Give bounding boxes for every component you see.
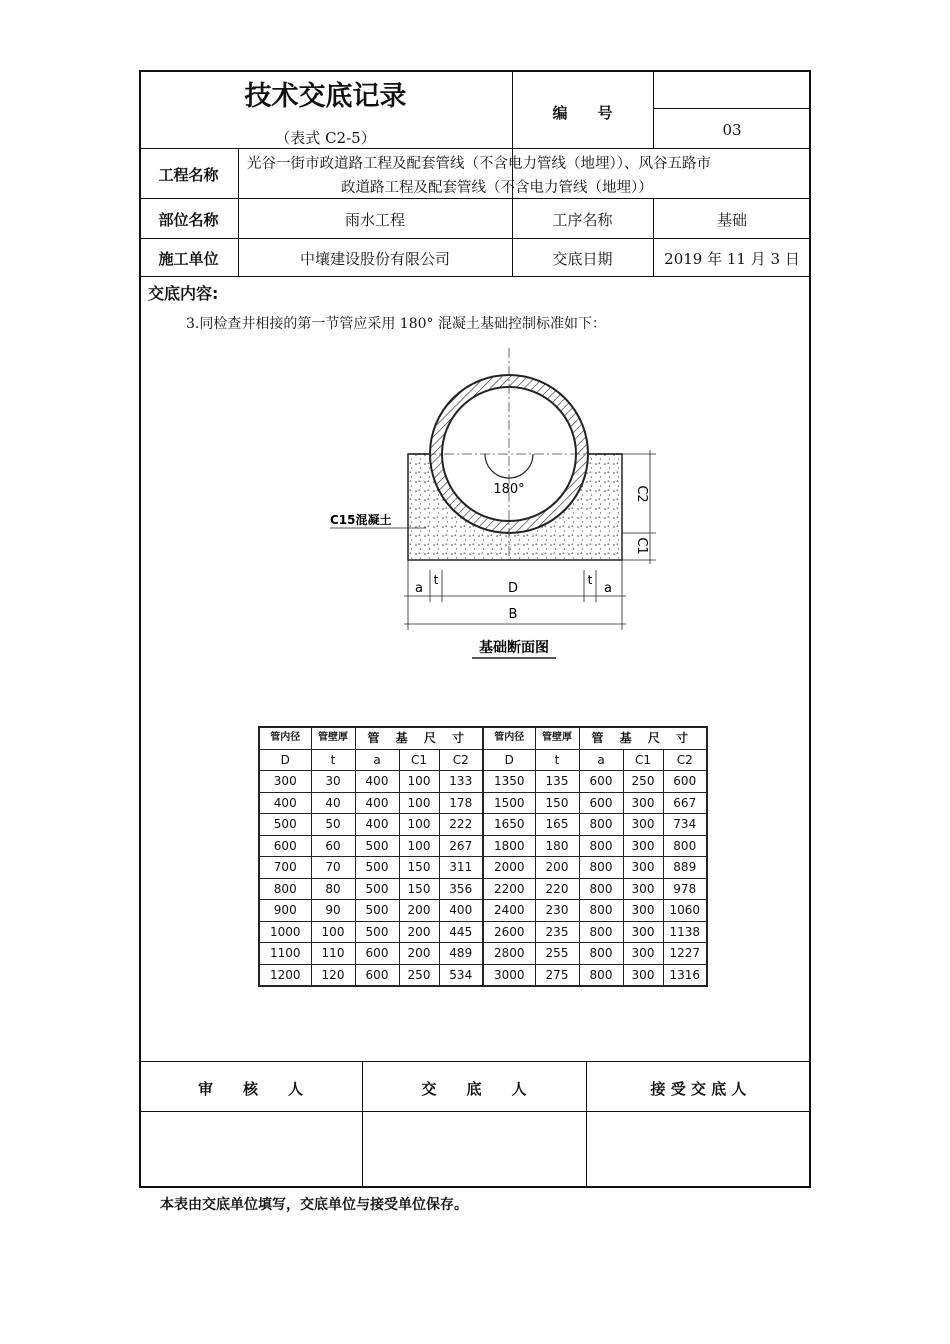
table-cell: 800 [579,814,623,836]
table-cell: 300 [623,900,663,922]
content-paragraph: 3.同检查井相接的第一节管应采用 180° 混凝土基础控制标准如下： [186,316,606,332]
sub-C2: C2 [663,749,707,771]
header-diameter-left: 管内径 [259,727,311,749]
table-cell: 600 [579,792,623,814]
sub-a: a [355,749,399,771]
project-name-label: 工程名称 [158,166,219,184]
table-cell: 300 [623,943,663,965]
table-cell: 311 [439,857,483,879]
sub-C2: C2 [439,749,483,771]
table-cell: 2000 [483,857,535,879]
table-cell: 70 [311,857,355,879]
t-left-label: t [433,573,439,587]
table-row [259,900,707,922]
table-cell: 489 [439,943,483,965]
table-cell: 133 [439,771,483,793]
table-cell: 135 [535,771,579,793]
table-cell: 100 [311,921,355,943]
b-label: B [508,607,518,622]
table-cell: 500 [355,900,399,922]
table-cell: 400 [355,814,399,836]
table-cell: 275 [535,964,579,986]
table-cell: 300 [623,792,663,814]
table-cell: 1500 [483,792,535,814]
reviewer-label: 审 核 人 [197,1080,303,1098]
sub-C1: C1 [399,749,439,771]
foundation-section-svg [288,344,700,682]
table-cell: 400 [355,771,399,793]
header-diameter-right: 管内径 [483,727,535,749]
reviewer-signature-field[interactable] [141,1113,361,1185]
table-cell: 165 [535,814,579,836]
table-cell: 1000 [259,921,311,943]
pipe-foundation-table [258,726,708,987]
rule [139,238,811,239]
table-cell: 250 [623,771,663,793]
table-cell: 200 [399,900,439,922]
sub-D: D [259,749,311,771]
header-group-left: 管 基 尺 寸 [355,727,483,749]
table-cell: 300 [623,835,663,857]
foundation-section-diagram [288,344,700,682]
diagram-caption: 基础断面图 [479,640,549,656]
table-cell: 80 [311,878,355,900]
part-name-value: 雨水工程 [344,211,405,229]
header-wall-left: 管壁厚 [311,727,355,749]
pipe-foundation-table-box [230,716,720,1006]
table-cell: 534 [439,964,483,986]
c1-label: C1 [634,537,649,555]
table-cell: 150 [399,878,439,900]
table-cell: 120 [311,964,355,986]
table-cell: 200 [399,921,439,943]
table-cell: 300 [623,921,663,943]
rule [139,1111,811,1112]
table-cell: 40 [311,792,355,814]
number-value: 03 [722,121,742,139]
table-row [259,921,707,943]
a-right-label: a [604,581,612,596]
table-cell: 978 [663,878,707,900]
rule [139,198,811,199]
footer-note: 本表由交底单位填写，交底单位与接受单位保存。 [160,1197,468,1213]
table-cell: 500 [355,921,399,943]
table-cell: 600 [355,943,399,965]
table-cell: 235 [535,921,579,943]
table-cell: 200 [535,857,579,879]
sub-t: t [535,749,579,771]
table-row [259,814,707,836]
sub-t: t [311,749,355,771]
rule [139,148,811,149]
table-cell: 300 [623,878,663,900]
d-label: D [507,581,519,596]
page-title: 技术交底记录 [244,81,407,112]
table-cell: 300 [623,814,663,836]
number-label: 编 号 [552,104,613,122]
table-cell: 734 [663,814,707,836]
receiver-signature-field[interactable] [588,1113,809,1185]
table-cell: 50 [311,814,355,836]
table-row [259,835,707,857]
table-cell: 3000 [483,964,535,986]
table-cell: 800 [579,878,623,900]
sub-a: a [579,749,623,771]
table-row [259,878,707,900]
table-cell: 100 [399,814,439,836]
table-cell: 60 [311,835,355,857]
table-cell: 1650 [483,814,535,836]
table-cell: 2400 [483,900,535,922]
rule [512,70,513,276]
table-cell: 400 [259,792,311,814]
table-cell: 220 [535,878,579,900]
table-cell: 100 [399,792,439,814]
disclosure-date-label: 交底日期 [552,250,613,268]
table-row [259,792,707,814]
c2-label: C2 [634,485,649,503]
table-cell: 110 [311,943,355,965]
table-cell: 230 [535,900,579,922]
table-cell: 300 [623,857,663,879]
sub-C1: C1 [623,749,663,771]
table-cell: 800 [579,921,623,943]
table-cell: 800 [579,943,623,965]
table-cell: 1227 [663,943,707,965]
rule [139,1061,811,1062]
concrete-label: C15混凝土 [330,513,392,527]
table-cell: 800 [579,964,623,986]
process-name-label: 工序名称 [552,211,613,229]
project-name-line1: 光谷一街市政道路工程及配套管线（不含电力管线（地埋））、风谷五路市 [247,156,711,172]
table-cell: 800 [259,878,311,900]
construction-unit-label: 施工单位 [158,250,219,268]
t-right-label: t [587,573,593,587]
table-cell: 445 [439,921,483,943]
table-cell: 300 [623,964,663,986]
table-cell: 100 [399,835,439,857]
table-cell: 600 [663,771,707,793]
table-cell: 1138 [663,921,707,943]
form-code: （表式 C2-5） [275,129,376,147]
content-label: 交底内容: [148,284,219,303]
table-cell: 500 [355,835,399,857]
receiver-label: 接 受 交 底 人 [650,1080,747,1098]
table-cell: 1350 [483,771,535,793]
table-row [259,771,707,793]
table-cell: 400 [439,900,483,922]
table-cell: 800 [579,900,623,922]
table-cell: 222 [439,814,483,836]
table-cell: 1316 [663,964,707,986]
table-cell: 500 [355,857,399,879]
table-cell: 2800 [483,943,535,965]
table-cell: 600 [355,964,399,986]
discloser-label: 交 底 人 [421,1080,527,1098]
table-cell: 150 [535,792,579,814]
header-group-right: 管 基 尺 寸 [579,727,707,749]
table-cell: 267 [439,835,483,857]
table-cell: 900 [259,900,311,922]
process-name-value: 基础 [716,211,747,229]
table-cell: 300 [259,771,311,793]
sub-D: D [483,749,535,771]
table-row [259,943,707,965]
table-cell: 2200 [483,878,535,900]
table-cell: 200 [399,943,439,965]
table-cell: 800 [579,857,623,879]
table-cell: 500 [259,814,311,836]
construction-unit-value: 中壤建设股份有限公司 [299,250,450,268]
table-cell: 400 [355,792,399,814]
header-wall-right: 管壁厚 [535,727,579,749]
table-cell: 500 [355,878,399,900]
disclosure-date-value: 2019 年 11 月 3 日 [664,250,800,268]
table-cell: 150 [399,857,439,879]
table-cell: 30 [311,771,355,793]
table-cell: 800 [663,835,707,857]
table-cell: 356 [439,878,483,900]
table-cell: 100 [399,771,439,793]
table-cell: 1800 [483,835,535,857]
table-cell: 700 [259,857,311,879]
table-cell: 1100 [259,943,311,965]
table-cell: 889 [663,857,707,879]
table-cell: 178 [439,792,483,814]
table-cell: 2600 [483,921,535,943]
table-cell: 1200 [259,964,311,986]
table-cell: 180 [535,835,579,857]
table-cell: 667 [663,792,707,814]
table-cell: 600 [259,835,311,857]
part-name-label: 部位名称 [158,211,219,229]
rule [139,276,811,277]
table-cell: 800 [579,835,623,857]
rule [653,108,811,109]
table-cell: 90 [311,900,355,922]
angle-label: 180° [493,482,525,497]
table-cell: 255 [535,943,579,965]
table-cell: 1060 [663,900,707,922]
project-name-line2: 政道路工程及配套管线（不含电力管线（地埋）） [341,180,653,196]
table-row [259,964,707,986]
table-cell: 250 [399,964,439,986]
table-cell: 600 [579,771,623,793]
discloser-signature-field[interactable] [364,1113,585,1185]
a-left-label: a [415,581,423,596]
table-row [259,857,707,879]
